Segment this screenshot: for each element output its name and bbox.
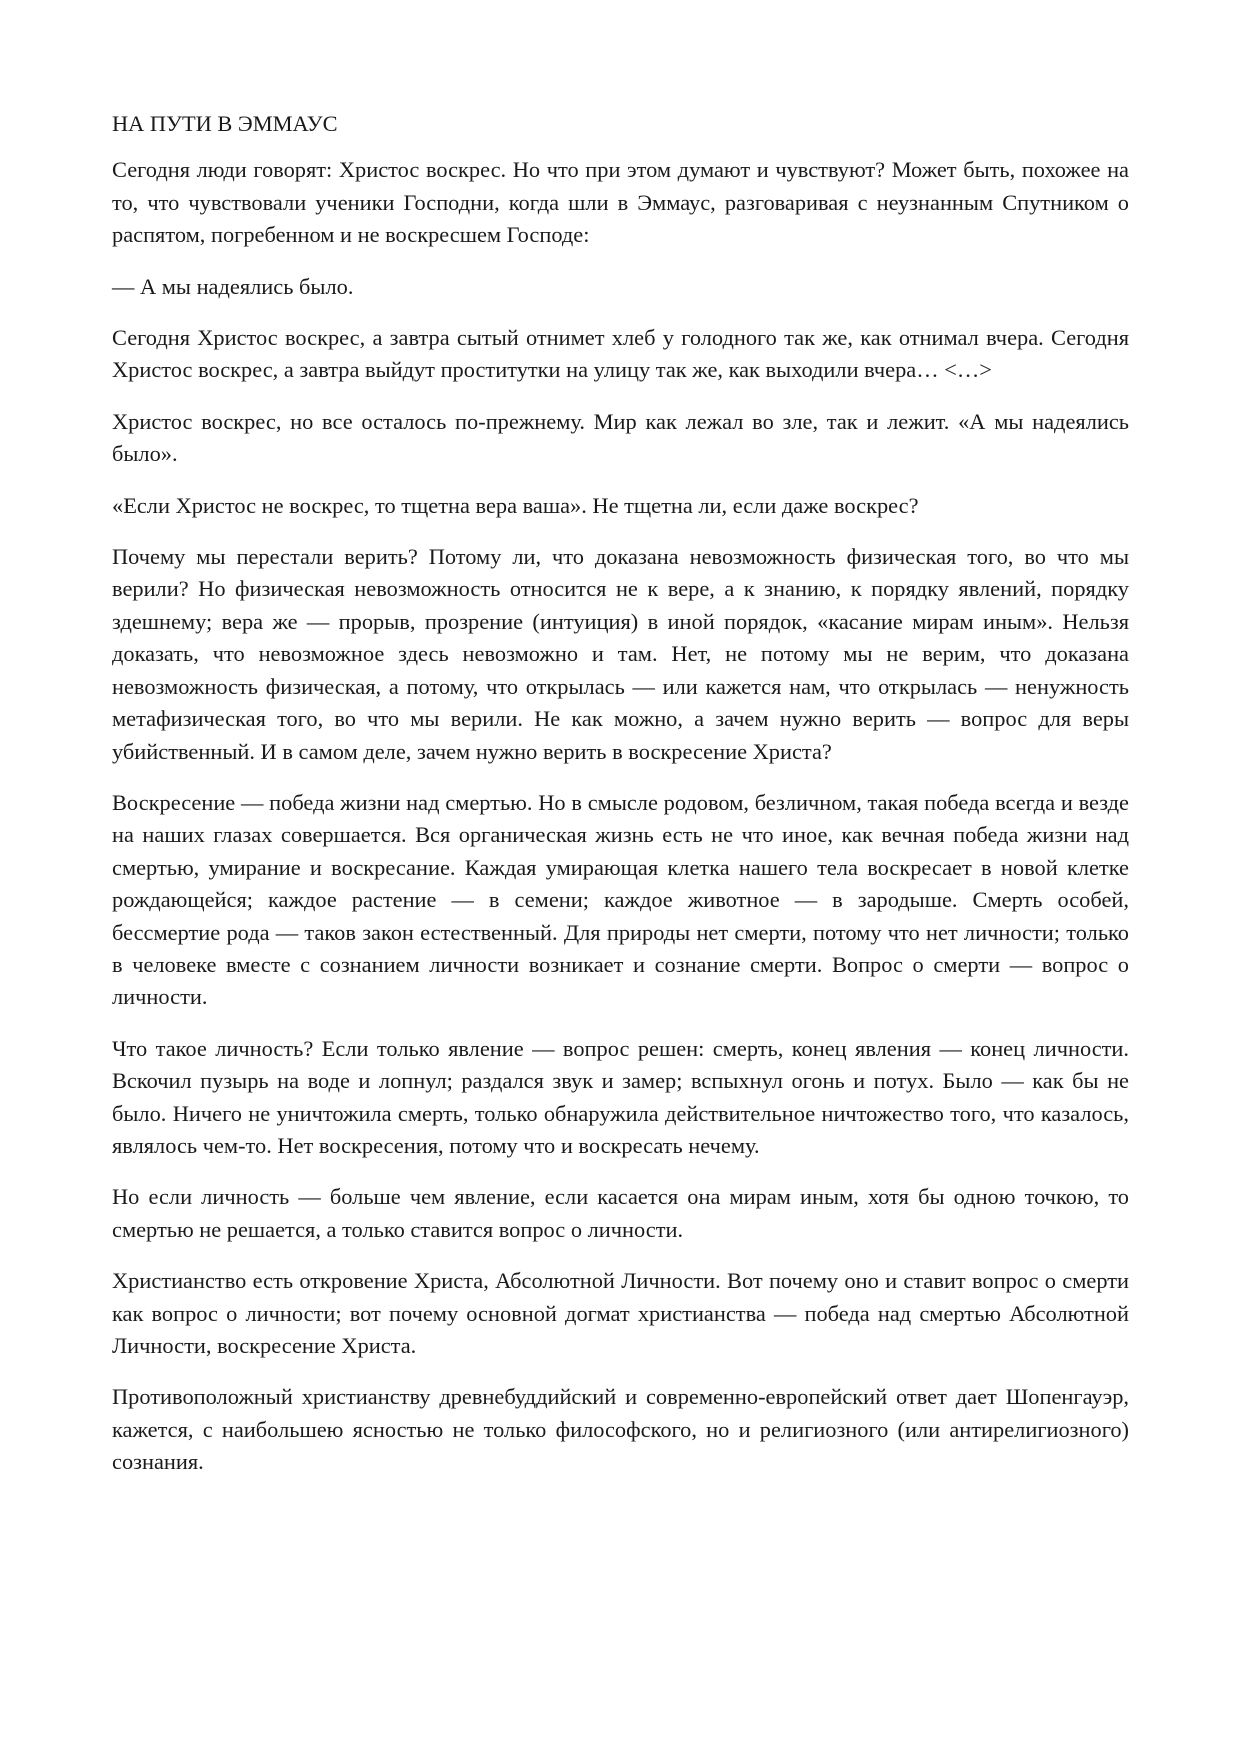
paragraph-1: Сегодня люди говорят: Христос воскрес. Но что при этом думают и чувствуют? Может быть, похожее на то, что чувствовали ученики Господни, когда шли в Эммаус, разговаривая с неузнанным Спутником о распятом, погребенном и не воскресшем Господе:	[112, 157, 1129, 248]
paragraph-2: — А мы надеялись было.	[112, 273, 354, 299]
paragraph-9: Но если личность — больше чем явление, если касается она мирам иным, хотя бы одною точкою, то смертью не решается, а только ставится вопрос о личности.	[112, 1184, 1129, 1242]
paragraph-6: Почему мы перестали верить? Потому ли, что доказана невозможность физическая того, во что мы верили? Но физическая невозможность относится не к вере, а к знанию, к порядку явлений, порядку здешнему; вера же — прорыв, прозрение (интуиция) в иной порядок, «касание мирам иным». Нельзя доказать, что невозможное здесь невозможно и там. Нет, не потому мы не верим, что доказана невозможность физическая, а потому, что открылась — или кажется нам, что открылась — ненужность метафизическая того, во что мы верили. Не как можно, а зачем нужно верить — вопрос для веры убийственный. И в самом деле, зачем нужно верить в воскресение Христа?	[112, 544, 1129, 764]
paragraph-3: Сегодня Христос воскрес, а завтра сытый отнимет хлеб у голодного так же, как отнимал вчера. Сегодня Христос воскрес, а завтра выйдут проститутки на улицу так же, как выходили вчера… <…>	[112, 325, 1129, 383]
paragraph-11: Противоположный христианству древнебуддийский и современно-европейский ответ дает Шопенгауэр, кажется, с наибольшею ясностью не только философского, но и религиозного (или антирелигиозного) сознания.	[112, 1384, 1129, 1475]
document-page	[112, 108, 1129, 1498]
paragraph-4: Христос воскрес, но все осталось по-прежнему. Мир как лежал во зле, так и лежит. «А мы надеялись было».	[112, 408, 1129, 467]
paragraph-5: «Если Христос не воскрес, то тщетна вера ваша». Не тщетна ли, если даже воскрес?	[112, 492, 919, 518]
paragraph-10: Христианство есть откровение Христа, Абсолютной Личности. Вот почему оно и ставит вопрос о смерти как вопрос о личности; вот почему основной догмат христианства — победа над смертью Абсолютной Личности, воскресение Христа.	[112, 1268, 1129, 1358]
paragraph-7: Воскресение — победа жизни над смертью. Но в смысле родовом, безличном, такая победа всегда и везде на наших глазах совершается. Вся органическая жизнь есть не что иное, как вечная победа жизни над смертью, умирание и воскресание. Каждая умирающая клетка нашего тела воскресает в новой клетке рождающейся; каждое растение — в семени; каждое животное — в зародыше. Смерть особей, бессмертие рода — таков закон естественный. Для природы нет смерти, потому что нет личности; только в человеке вместе с сознанием личности возникает и сознание смерти. Вопрос о смерти — вопрос о личности.	[112, 789, 1129, 1010]
paragraph-8: Что такое личность? Если только явление — вопрос решен: смерть, конец явления — конец личности. Вскочил пузырь на воде и лопнул; раздался звук и замер; вспыхнул огонь и потух. Было — как бы не было. Ничего не уничтожила смерть, только обнаружила действительное ничтожество того, что казалось, являлось чем-то. Нет воскресения, потому что и воскресать нечему.	[112, 1035, 1129, 1158]
document-title: НА ПУТИ В ЭММАУС	[112, 111, 338, 136]
